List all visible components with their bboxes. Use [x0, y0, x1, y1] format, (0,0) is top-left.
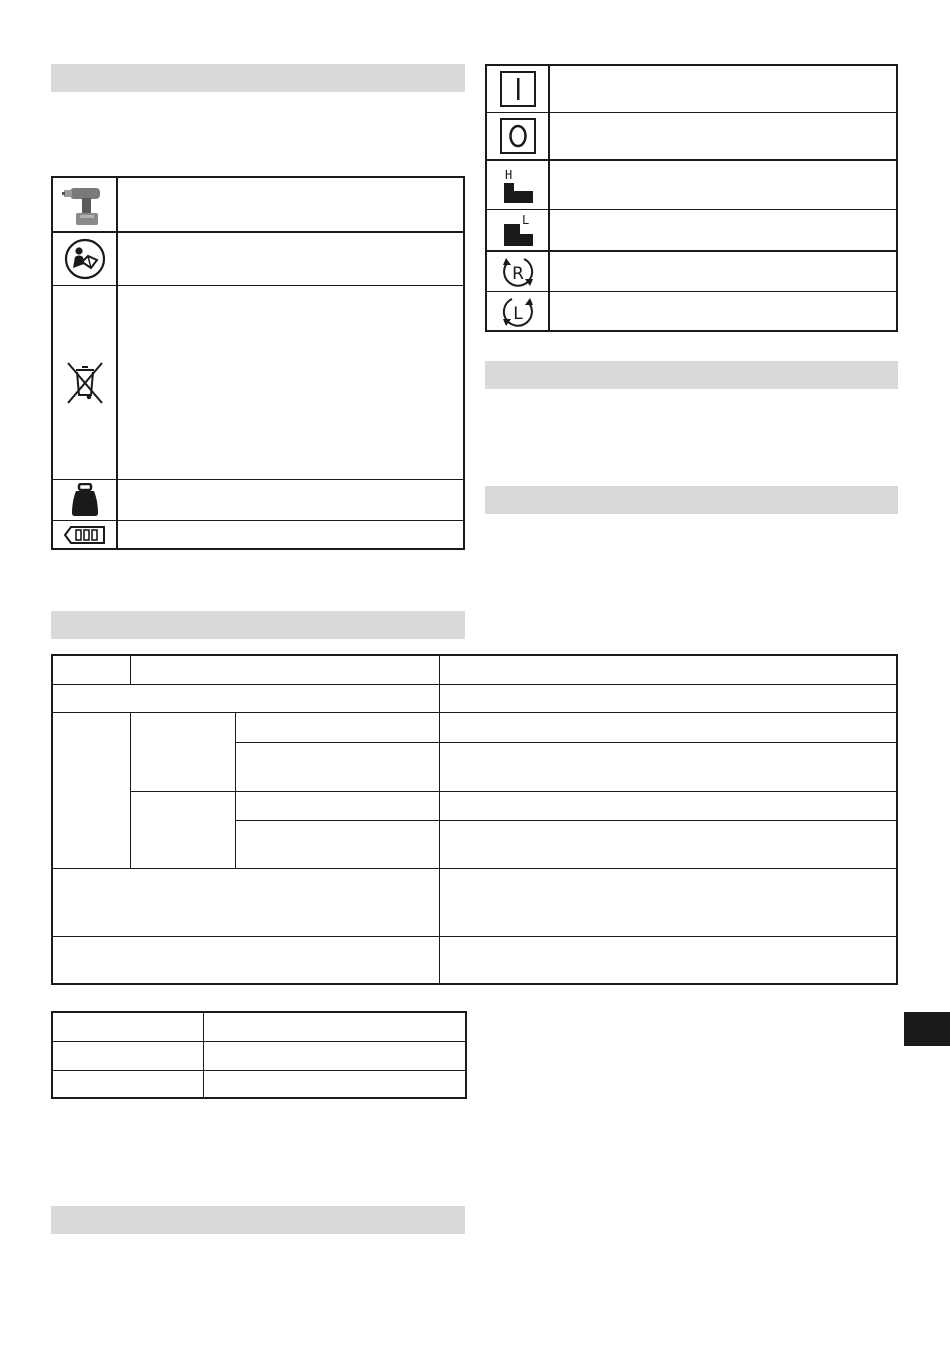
intended-use-band [485, 361, 898, 389]
weight-icon [53, 480, 116, 520]
symbols-section-band [51, 64, 465, 92]
assembly-band [51, 1206, 465, 1234]
read-manual-icon [53, 233, 116, 285]
svg-text:L: L [512, 304, 523, 324]
specifications-band [51, 611, 465, 639]
svg-text:R: R [511, 263, 524, 284]
operation-band [485, 486, 898, 514]
cordless-drill-icon [53, 178, 116, 231]
rotation-right-icon [487, 252, 548, 291]
svg-text:L: L [521, 213, 529, 227]
battery-charge-indicator-icon [53, 521, 116, 549]
low-gear-icon [487, 210, 548, 250]
switch-off-icon [487, 113, 548, 159]
switch-on-icon [487, 66, 548, 112]
crossed-out-wheelie-bin-icon [53, 286, 116, 479]
high-gear-icon [487, 161, 548, 209]
rotation-left-icon [487, 293, 548, 331]
svg-text:H: H [504, 168, 512, 182]
page-language-tab [904, 1012, 950, 1046]
